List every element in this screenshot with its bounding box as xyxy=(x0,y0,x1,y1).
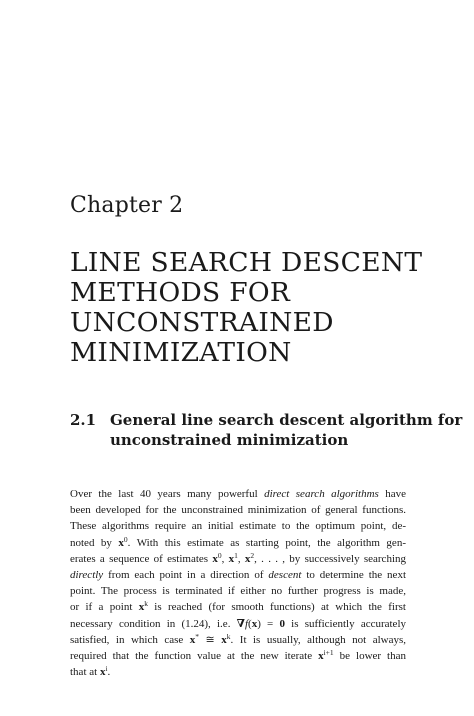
chapter-label: Chapter 2 xyxy=(70,193,184,218)
chapter-title-line: MINIMIZATION xyxy=(70,337,292,368)
paragraph-line: that at $x^i$. xyxy=(70,664,111,679)
chapter-title-line: METHODS FOR xyxy=(70,277,291,308)
chapter-title-line: LINE SEARCH DESCENT xyxy=(70,247,423,278)
paragraph-line: point. The process is terminated if either no further progress is made, xyxy=(70,585,406,598)
paragraph-line: or if a point $x^k$ is reached (for smooth functions) at which the first xyxy=(70,599,406,614)
paragraph-line: These algorithms require an initial estimate to the optimum point, de- xyxy=(70,520,406,533)
chapter-title-line: UNCONSTRAINED xyxy=(70,307,334,338)
paragraph-line: satisfied, in which case x* ≅ $x^k$. It is usually, although not always, xyxy=(70,631,407,646)
section-title-line: General line search descent algorithm for xyxy=(110,411,463,429)
paragraph-line: erates a sequence of estimates $x^0$, $x^1$, $x^2$, . . . , by successively searching xyxy=(70,550,406,565)
body-paragraph xyxy=(70,486,406,680)
section-title xyxy=(110,410,463,450)
chapter-title xyxy=(70,248,450,368)
paragraph-line: Over the last 40 years many powerful direct search algorithms have xyxy=(70,488,407,500)
section-title-line: unconstrained minimization xyxy=(110,431,349,449)
paragraph-line: been developed for the unconstrained minimization of general functions. xyxy=(70,504,406,517)
paragraph-line: noted by $x^0$. With this estimate as starting point, the algorithm gen- xyxy=(70,534,406,549)
section-number: 2.1 xyxy=(70,411,97,429)
paragraph-line: necessary condition in (1.24), i.e. ∇f(x) = 0 is sufficiently accurately xyxy=(70,617,406,630)
paragraph-line: required that the function value at the new iterate $x^{i+1}$ be lower than xyxy=(70,648,406,663)
paragraph-line: directly from each point in a direction of descent to determine the next xyxy=(70,569,407,582)
